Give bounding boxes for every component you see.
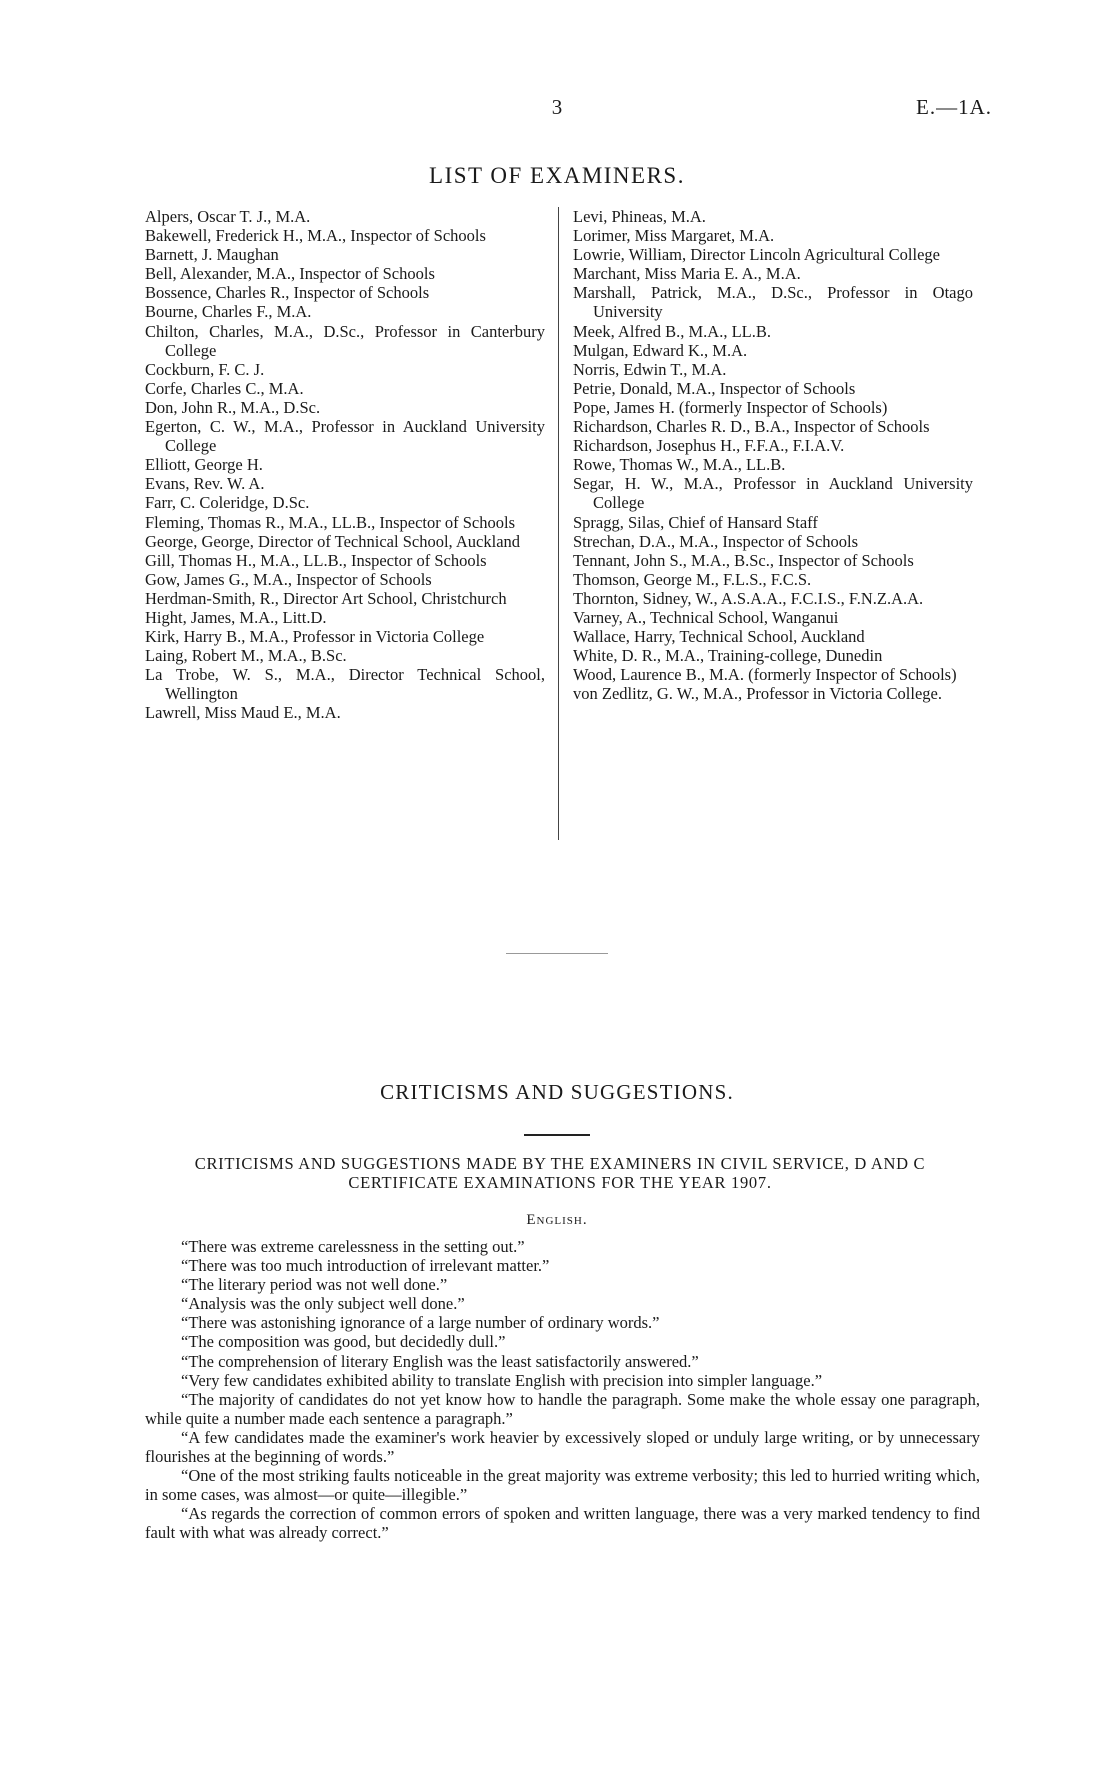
examiner-entry: Egerton, C. W., M.A., Professor in Auckland University College — [145, 417, 545, 456]
examiner-entry: von Zedlitz, G. W., M.A., Professor in Victoria College. — [573, 684, 942, 704]
examiner-entry: Levi, Phineas, M.A. — [573, 207, 706, 226]
examiner-entry: Mulgan, Edward K., M.A. — [573, 340, 748, 360]
examiner-entry: Pope, James H. (formerly Inspector of Schools) — [573, 397, 888, 417]
examiner-entry: Fleming, Thomas R., M.A., LL.B., Inspector of Schools — [145, 512, 516, 532]
list-of-examiners-title: LIST OF EXAMINERS. — [429, 163, 685, 188]
quote-paragraph: “The literary period was not well done.” — [181, 1275, 448, 1295]
column-divider — [558, 207, 559, 840]
examiner-entry: Tennant, John S., M.A., B.Sc., Inspector of Schools — [573, 550, 914, 570]
quote-paragraph: “The composition was good, but decidedly dull.” — [181, 1332, 506, 1352]
examiner-entry: Lawrell, Miss Maud E., M.A. — [145, 703, 341, 723]
examiner-entry: Bossence, Charles R., Inspector of Schools — [145, 283, 430, 303]
quote-paragraph: “As regards the correction of common errors of spoken and written language, there was a very marked tendency to find fault with what was already correct.” — [145, 1504, 980, 1543]
examiner-entry: Norris, Edwin T., M.A. — [573, 359, 727, 379]
examiner-entry: Lowrie, William, Director Lincoln Agricultural College — [573, 245, 940, 265]
examiner-entry: Barnett, J. Maughan — [145, 245, 279, 265]
examiner-entry: Richardson, Josephus H., F.F.A., F.I.A.V. — [573, 436, 845, 456]
quote-paragraph: “The comprehension of literary English was the least satisfactorily answered.” — [181, 1351, 699, 1371]
document-reference: E.—1A. — [916, 95, 992, 119]
examiner-entry: Bell, Alexander, M.A., Inspector of Schools — [145, 264, 435, 284]
quote-paragraph: “Analysis was the only subject well done.” — [181, 1294, 465, 1314]
examiner-entry: Marchant, Miss Maria E. A., M.A. — [573, 264, 801, 284]
page-number: 3 — [551, 95, 563, 119]
examiner-entry: George, George, Director of Technical School, Auckland — [145, 531, 521, 551]
examiner-entry: Thomson, George M., F.L.S., F.C.S. — [573, 569, 812, 589]
examiner-entry: Richardson, Charles R. D., B.A., Inspector of Schools — [573, 417, 930, 437]
examiner-entry: Wallace, Harry, Technical School, Auckland — [573, 627, 865, 647]
examiner-entry: Spragg, Silas, Chief of Hansard Staff — [573, 512, 818, 532]
examiner-entry: Thornton, Sidney, W., A.S.A.A., F.C.I.S., F.N.Z.A.A. — [573, 588, 924, 608]
quote-paragraph: “One of the most striking faults noticeable in the great majority was extreme verbosity; this led to hurried writing which, in some cases, was almost—or quite—illegible.” — [145, 1466, 980, 1505]
examiner-entry: Petrie, Donald, M.A., Inspector of Schools — [573, 378, 856, 398]
quote-paragraph: “There was too much introduction of irrelevant matter.” — [181, 1256, 550, 1276]
examiner-entry: Varney, A., Technical School, Wanganui — [573, 607, 839, 627]
criticisms-subtitle: CRITICISMS AND SUGGESTIONS MADE BY THE EXAMINERS IN CIVIL SERVICE, D AND C CERTIFICATE EXAMINATIONS FOR THE YEAR 1907. — [194, 1154, 926, 1192]
quote-paragraph: “There was extreme carelessness in the setting out.” — [181, 1237, 525, 1256]
examiner-entry: La Trobe, W. S., M.A., Director Technical School, Wellington — [145, 665, 545, 704]
quotes-block — [145, 1237, 980, 1543]
quote-paragraph: “The majority of candidates do not yet know how to handle the paragraph. Some make the whole essay one paragraph, while quite a number made each sentence a paragraph.” — [145, 1389, 980, 1428]
examiner-entry: Strechan, D.A., M.A., Inspector of Schools — [573, 531, 859, 551]
examiner-entry: Gow, James G., M.A., Inspector of Schools — [145, 569, 432, 589]
examiner-entry: Herdman-Smith, R., Director Art School, Christchurch — [145, 588, 507, 608]
english-section-heading: English. — [526, 1212, 588, 1228]
quote-paragraph: “Very few candidates exhibited ability to translate English with precision into simpler language.” — [181, 1370, 823, 1390]
examiners-left-column — [145, 207, 545, 723]
quote-paragraph: “A few candidates made the examiner's work heavier by excessively sloped or unduly large writing, or by unnecessary flourishes at the beginning of words.” — [145, 1427, 980, 1467]
examiner-entry: Bakewell, Frederick H., M.A., Inspector of Schools — [145, 226, 486, 246]
examiner-entry: Alpers, Oscar T. J., M.A. — [145, 207, 311, 226]
examiner-entry: Meek, Alfred B., M.A., LL.B. — [573, 321, 771, 341]
examiner-entry: Farr, C. Coleridge, D.Sc. — [145, 493, 310, 513]
examiner-entry: Gill, Thomas H., M.A., LL.B., Inspector of Schools — [145, 550, 487, 570]
examiners-right-column — [573, 207, 973, 703]
examiner-entry: Marshall, Patrick, M.A., D.Sc., Professor in Otago University — [573, 283, 973, 322]
examiner-entry: Hight, James, M.A., Litt.D. — [145, 607, 327, 627]
quote-paragraph: “There was astonishing ignorance of a large number of ordinary words.” — [181, 1313, 660, 1333]
examiner-entry: Wood, Laurence B., M.A. (formerly Inspector of Schools) — [573, 665, 957, 685]
examiner-entry: Elliott, George H. — [145, 455, 263, 475]
examiner-entry: Segar, H. W., M.A., Professor in Auckland University College — [573, 474, 973, 513]
examiner-entry: White, D. R., M.A., Training-college, Dunedin — [573, 646, 883, 666]
examiner-entry: Don, John R., M.A., D.Sc. — [145, 397, 321, 417]
examiner-entry: Kirk, Harry B., M.A., Professor in Victoria College — [145, 627, 485, 647]
examiner-entry: Evans, Rev. W. A. — [145, 474, 265, 494]
section-separator — [506, 953, 608, 954]
examiner-entry: Corfe, Charles C., M.A. — [145, 378, 304, 398]
title-rule — [524, 1134, 590, 1136]
examiner-entry: Cockburn, F. C. J. — [145, 359, 265, 379]
examiner-entry: Laing, Robert M., M.A., B.Sc. — [145, 646, 347, 666]
examiner-entry: Lorimer, Miss Margaret, M.A. — [573, 226, 775, 246]
examiner-entry: Bourne, Charles F., M.A. — [145, 302, 312, 322]
examiner-entry: Rowe, Thomas W., M.A., LL.B. — [573, 455, 786, 475]
examiner-entry: Chilton, Charles, M.A., D.Sc., Professor in Canterbury College — [145, 321, 545, 360]
criticisms-title: CRITICISMS AND SUGGESTIONS. — [380, 1080, 734, 1104]
